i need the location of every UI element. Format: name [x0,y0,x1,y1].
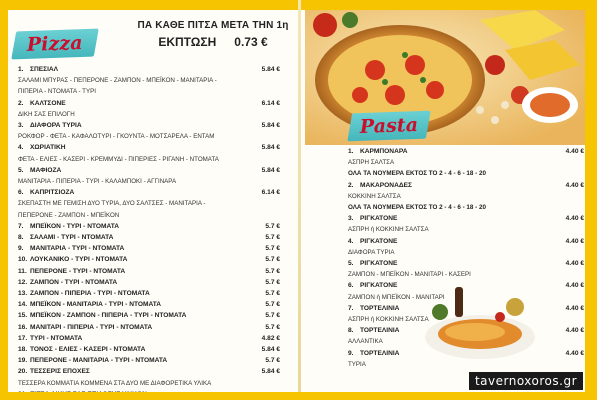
page-fold [298,0,301,400]
menu-item-row [348,146,584,157]
menu-item-name: ΣΠΕΣΙΑΛ [30,66,59,73]
menu-item-number: 9. [348,349,354,357]
menu-item-number: 5. [348,260,354,268]
menu-item-row [18,232,280,243]
menu-item-name: ΜΠΕΪΚΟΝ - ΤΥΡΙ - ΝΤΟΜΑΤΑ [30,222,120,230]
menu-item-name: ΤΕΣΣΕΡΙΣ ΕΠΟΧΕΣ [30,368,90,376]
menu-item-description: ΤΥΡΙΑ [348,360,366,368]
menu-item-description: ΖΑΜΠΟΝ - ΜΠΕΪΚΟΝ - ΜΑΝΙΤΑΡΙ - ΚΑΣΕΡΙ [348,271,471,279]
menu-item-name: ΜΠΕΪΚΟΝ - ΜΑΝΙΤΑΡΙΑ - ΤΥΡΙ - ΝΤΟΜΑΤΑ [30,301,162,309]
menu-item-price: 5.7 € [265,290,280,298]
menu-item-description: ΣΑΛΑΜΙ ΜΠΥΡΑΣ - ΠΕΠΕΡΟΝΕ - ΖΑΜΠΟΝ - ΜΠΕΪΚΟΝ - ΜΑΝΙΤΑΡΙΑ - [18,77,217,85]
discount-label: ΕΚΠΤΩΣΗ [158,35,217,49]
menu-item-row [18,254,280,265]
pasta-photo [420,282,540,362]
menu-item-price: 4.40 € [565,181,584,189]
right-border [585,0,597,400]
menu-item-title [18,344,145,355]
discount-row [128,35,298,49]
menu-item-price: 5.7 € [265,256,280,264]
menu-item-name: ΚΑΠΡΙΤΣΙΟΖΑ [30,189,75,197]
menu-item-title [18,221,119,232]
menu-item-title [18,322,152,333]
menu-item-number: 3. [348,215,354,223]
menu-item-number: 3. [18,122,24,130]
menu-item-title [348,280,397,291]
menu-item-title [18,310,186,321]
bottle-icon [455,287,463,317]
menu-item-number: 8. [348,327,354,335]
menu-item-title [18,366,90,377]
menu-item-title [18,165,61,176]
menu-item-price: 5.7 € [265,278,280,286]
menu-item-name: ΜΠΕΪΚΟΝ - ΖΑΜΠΟΝ - ΠΙΠΕΡΙΑ - ΤΥΡΙ - ΝΤΟΜΑΤΑ [30,312,187,320]
menu-item-row [348,236,584,247]
menu-item-title [18,254,127,265]
menu-item-row [18,322,280,333]
menu-item-name: ΛΟΥΚΑΝΙΚΟ - ΤΥΡΙ - ΝΤΟΜΑΤΑ [30,256,128,264]
menu-item-row [18,344,280,355]
menu-item-name: ΤΥΡΙ - ΝΤΟΜΑΤΑ [30,334,83,342]
menu-item-price: 4.40 € [565,304,584,312]
menu-item-row [18,333,280,344]
menu-item-number: 7. [348,304,354,312]
menu-item-number: 17. [18,334,28,342]
menu-item-price: 5.84 € [261,346,280,354]
menu-item-row [18,64,280,75]
menu-item-number: 14. [18,301,28,309]
menu-item-name: ΣΑΛΑΜΙ - ΤΥΡΙ - ΝΤΟΜΑΤΑ [30,234,114,242]
menu-item-row [18,310,280,321]
menu-item-row [18,165,280,176]
menu-item-number: 10. [18,256,28,264]
menu-item-name: ΚΑΛΤΣΟΝΕ [30,99,66,107]
menu-item-title [18,299,161,310]
menu-item-name: ΜΑΝΙΤΑΡΙΑ - ΤΥΡΙ - ΝΤΟΜΑΤΑ [30,245,125,253]
menu-item-description: ΑΣΠΡΗ ΣΑΛΤΣΑ [348,159,395,167]
menu-item-title [348,213,397,224]
menu-item-title [18,355,167,366]
menu-item-name: ΔΙΑΦΟΡΑ ΤΥΡΙΑ [30,122,82,130]
menu-item-number: 19. [18,357,28,365]
menu-item-name: ΡΙΓΚΑΤΟΝΕ [360,237,398,245]
menu-item-number: 1. [18,66,24,73]
menu-item-price: 5.84 € [261,122,280,130]
menu-item-number: 2. [18,99,24,107]
menu-item-number: 8. [18,234,24,242]
menu-item-title [348,180,412,191]
discount-line: ΠΑ ΚΑΘΕ ΠΙΤΣΑ ΜΕΤΑ ΤΗΝ 1η [137,20,289,31]
menu-item-row [18,187,280,198]
menu-item-price: 5.84 € [261,368,280,376]
menu-item-number: 6. [348,282,354,290]
menu-item-name: ΡΙΓΚΑΤΟΝΕ [360,260,398,268]
menu-item-price: 4.40 € [565,282,584,290]
menu-item-price: 4.40 € [565,215,584,223]
bottom-border [0,392,597,400]
menu-item-number: 13. [18,290,28,298]
menu-item-price: 5.84 € [261,144,280,152]
menu-item-number: 4. [348,237,354,245]
menu-item-row [18,366,280,377]
menu-item-price: 5.7 € [265,245,280,253]
menu-item-row [18,98,280,109]
menu-item-description: ΑΣΠΡΗ ή ΚΟΚΚΙΝΗ ΣΑΛΤΣΑ [348,316,429,324]
menu-item-description: ΣΚΕΠΑΣΤΗ ΜΕ ΓΕΜΙΣΗ ΔΥΟ ΤΥΡΙΑ, ΔΥΟ ΣΑΛΤΣΕΣ - ΜΑΝΙΤΑΡΙΑ - [18,200,206,208]
menu-item-price: 5.7 € [265,323,280,331]
menu-item-row [18,120,280,131]
pizza-banner [11,29,99,60]
menu-item-number: 20. [18,368,28,376]
menu-item-description: ΦΕΤΑ - ΕΛΙΕΣ - ΚΑΣΕΡΙ - ΚΡΕΜΜΥΔΙ - ΠΙΠΕΡΙΕΣ - ΡΙΓΑΝΗ - ΝΤΟΜΑΤΑ [18,155,219,163]
menu-item-description: ΔΙΚΗ ΣΑΣ ΕΠΙΛΟΓΗ [18,110,75,118]
menu-item-description: ΑΛΛΑΝΤΙΚΑ [348,338,383,346]
menu-item-number: 9. [18,245,24,253]
menu-item-title [18,288,150,299]
menu-item-name: ΖΑΜΠΟΝ - ΠΙΠΕΡΙΑ - ΤΥΡΙ - ΝΤΟΜΑΤΑ [30,290,150,298]
site-watermark: tavernoxoros.gr [469,372,583,390]
pizza-title: Pizza [26,32,84,56]
menu-item-number: 7. [18,222,24,230]
menu-item-title [348,303,399,314]
menu-item-title [348,146,408,157]
menu-item-name: ΧΩΡΙΑΤΙΚΗ [30,144,66,152]
menu-item-price: 5.7 € [265,267,280,275]
menu-item-number: 11. [18,267,27,275]
menu-item-price: 4.40 € [565,349,584,357]
menu-item-description: ΡΟΚΦΟΡ - ΦΕΤΑ - ΚΑΦΑΛΟΤΥΡΙ - ΓΚΟΥΝΤΑ - ΜΟΤΣΑΡΕΛΑ - ΕΝΤΑΜ [18,133,215,141]
menu-item-row [18,277,280,288]
menu-item-title [18,187,74,198]
menu-item-title [18,98,66,109]
menu-item-price: 4.40 € [565,237,584,245]
menu-item-description: ΚΟΚΚΙΝΗ ΣΑΛΤΣΑ [348,192,401,200]
menu-item-number: 18. [18,346,28,354]
menu-item-price: 5.7 € [265,234,280,242]
menu-item-name: ΡΙΓΚΑΤΟΝΕ [360,215,398,223]
menu-item-number: 2. [348,181,354,189]
menu-item-price: 4.82 € [261,334,280,342]
menu-item-description: ΠΕΠΕΡΟΝΕ - ΖΑΜΠΟΝ - ΜΠΕΪΚΟΝ [18,211,120,219]
menu-item-title [348,258,397,269]
menu-item-price: 4.40 € [565,327,584,335]
menu-item-name: ΤΟΝΟΣ - ΕΛΙΕΣ - ΚΑΣΕΡΙ - ΝΤΟΜΑΤΑ [30,346,146,354]
menu-item-title [18,142,66,153]
menu-item-row [18,221,280,232]
pizza-photo [305,10,585,145]
menu-item-description: ΜΑΝΙΤΑΡΙΑ - ΠΙΠΕΡΙΑ - ΤΥΡΙ - ΚΑΛΑΜΠΟΚΙ - ΑΓΓΙΝΑΡΑ [18,178,177,186]
menu-item-note: ΟΛΑ ΤΑ ΝΟΥΜΕΡΑ ΕΚΤΟΣ ΤΟ 2 - 4 - 6 - 18 - 20 [348,170,487,178]
menu-item-row [348,180,584,191]
menu-item-row [18,299,280,310]
menu-item-title [348,236,397,247]
menu-item-price: 5.7 € [265,357,280,365]
menu-item-name: ΤΟΡΤΕΛΙΝΙΑ [360,304,400,312]
menu-item-title [348,325,399,336]
menu-item-description: ΔΙΑΦΟΡΑ ΤΥΡΙΑ [348,248,395,256]
menu-item-title [18,64,58,75]
menu-item-row [18,142,280,153]
menu-item-name: ΠΕΠΕΡΟΝΕ - ΜΑΝΙΤΑΡΙΑ - ΤΥΡΙ - ΝΤΟΜΑΤΑ [30,357,168,365]
menu-item-name: ΜΑΚΑΡΟΝΑΔΕΣ [360,181,412,189]
menu-item-name: ΤΟΡΤΕΛΙΝΙΑ [360,327,400,335]
menu-item-price: 5.84 € [261,66,280,73]
menu-item-name: ΚΑΡΜΠΟΝΑΡΑ [360,148,408,155]
menu-item-title [18,243,124,254]
menu-item-number: 1. [348,148,354,155]
pasta-title: Pasta [359,114,419,138]
menu-item-description: ΤΕΣΣΕΡΑ ΚΟΜΜΑΤΙΑ ΚΟΜΜΕΝΑ ΣΤΑ ΔΥΟ ΜΕ ΔΙΑΦΟΡΕΤΙΚΑ ΥΛΙΚΑ [18,379,212,387]
menu-item-row [348,258,584,269]
menu-item-description: ΑΣΠΡΗ ή ΚΟΚΚΙΝΗ ΣΑΛΤΣΑ [348,226,429,234]
menu-item-price: 4.40 € [565,148,584,155]
menu-item-name: ΜΑΝΙΤΑΡΙ - ΠΙΠΕΡΙΑ - ΤΥΡΙ - ΝΤΟΜΑΤΑ [30,323,153,331]
menu-item-note: ΟΛΑ ΤΑ ΝΟΥΜΕΡΑ ΕΚΤΟΣ ΤΟ 2 - 4 - 6 - 18 - 20 [348,204,487,212]
menu-item-price: 5.7 € [265,222,280,230]
menu-item-name: ΡΙΓΚΑΤΟΝΕ [360,282,398,290]
menu-item-number: 5. [18,166,24,174]
menu-item-name: ΤΟΡΤΕΛΙΝΙΑ [360,349,400,357]
menu-item-name: ΜΑΦΙΟΖΑ [30,166,62,174]
menu-item-number: 16. [18,323,28,331]
menu-item-price: 4.40 € [565,260,584,268]
discount-header [128,20,298,49]
menu-item-price: 5.84 € [261,166,280,174]
menu-item-row [18,243,280,254]
menu-item-number: 6. [18,189,24,197]
menu-item-price: 5.7 € [265,312,280,320]
menu-item-price: 5.7 € [265,301,280,309]
menu-item-name: ΠΕΠΕΡΟΝΕ - ΤΥΡΙ - ΝΤΟΜΑΤΑ [30,267,126,275]
menu-item-row [18,355,280,366]
menu-item-title [18,266,125,277]
menu-item-price: 6.14 € [261,99,280,107]
menu-item-title [18,277,117,288]
menu-item-title [18,120,82,131]
menu-item-price: 6.14 € [261,189,280,197]
left-border [0,0,8,400]
pizza-menu [18,64,280,400]
menu-item-row [18,288,280,299]
menu-item-title [348,348,399,359]
menu-item-name: ΖΑΜΠΟΝ - ΤΥΡΙ - ΝΤΟΜΑΤΑ [30,278,118,286]
menu-item-description: ΠΙΠΕΡΙΑ - ΝΤΟΜΑΤΑ - ΤΥΡΙ [18,88,96,96]
menu-item-number: 4. [18,144,24,152]
menu-item-row [348,213,584,224]
menu-item-title [18,232,113,243]
menu-item-title [18,333,82,344]
menu-item-description: ΖΑΜΠΟΝ ή ΜΠΕΪΚΟΝ - ΜΑΝΙΤΑΡΙ [348,293,445,301]
menu-item-row [18,266,280,277]
menu-item-number: 15. [18,312,28,320]
pasta-banner [347,111,431,142]
discount-value: 0.73 € [234,35,268,49]
menu-item-number: 12. [18,278,28,286]
